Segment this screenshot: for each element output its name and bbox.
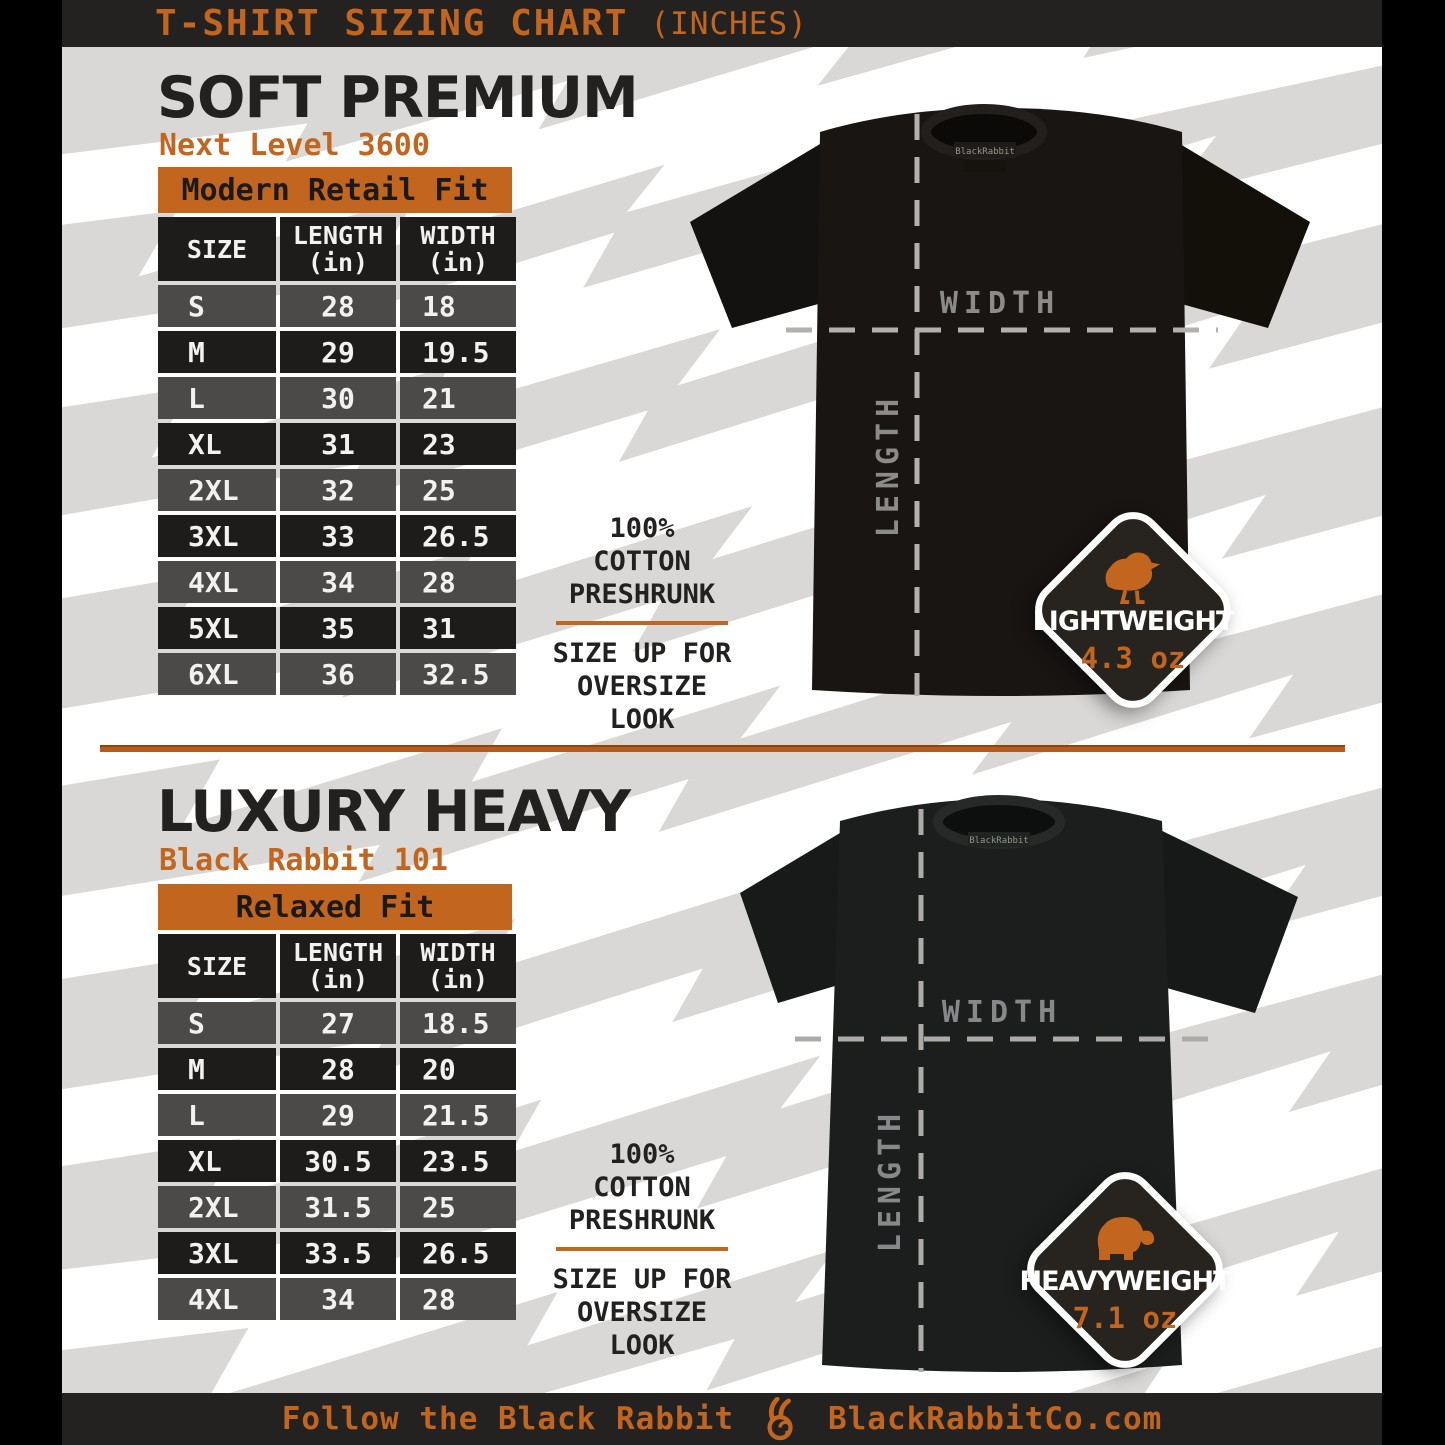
col-width-units: (in) xyxy=(427,248,489,277)
length-cell: 31.5 xyxy=(280,1186,396,1228)
col-width-label: WIDTH xyxy=(420,221,496,250)
notes-divider xyxy=(556,621,728,625)
size-cell: S xyxy=(158,285,276,327)
width-cell: 21.5 xyxy=(400,1094,516,1136)
length-cell: 30.5 xyxy=(280,1140,396,1182)
neck-label-brand: BlackRabbit xyxy=(969,836,1029,846)
table-header-row xyxy=(158,217,512,281)
length-cell: 30 xyxy=(280,377,396,419)
length-cell: 32 xyxy=(280,469,396,511)
width-cell: 28 xyxy=(400,1278,516,1320)
table-row xyxy=(158,607,512,649)
col-length-label: LENGTH xyxy=(292,221,384,250)
table-row xyxy=(158,1094,512,1136)
size-cell: M xyxy=(158,1048,276,1090)
size-cell: 4XL xyxy=(158,1278,276,1320)
col-header-width xyxy=(400,217,516,281)
size-cell: 6XL xyxy=(158,653,276,695)
tip-note-line: OVERSIZE xyxy=(576,671,708,702)
badge-label: LIGHTWEIGHT xyxy=(1032,605,1234,637)
table-row xyxy=(158,423,512,465)
length-cell: 28 xyxy=(280,285,396,327)
size-cell: 3XL xyxy=(158,1232,276,1274)
elephant-icon xyxy=(1093,1206,1157,1264)
size-cell: M xyxy=(158,331,276,373)
table-row xyxy=(158,331,512,373)
table-row xyxy=(158,1002,512,1044)
heavyweight-badge-content xyxy=(1019,1199,1231,1341)
length-cell: 31 xyxy=(280,423,396,465)
section2-subheading: Black Rabbit 101 xyxy=(159,843,448,878)
width-cell: 21 xyxy=(400,377,516,419)
col-header-size xyxy=(158,217,276,281)
width-cell: 20 xyxy=(400,1048,516,1090)
size-cell: 2XL xyxy=(158,469,276,511)
badge-label: HEAVYWEIGHT xyxy=(1019,1265,1231,1297)
table-row xyxy=(158,285,512,327)
width-cell: 18 xyxy=(400,285,516,327)
length-cell: 33 xyxy=(280,515,396,557)
width-cell: 25 xyxy=(400,469,516,511)
width-cell: 26.5 xyxy=(400,1232,516,1274)
lightweight-badge-content xyxy=(1032,539,1234,681)
section1-fit-banner: Modern Retail Fit xyxy=(158,167,512,213)
section2-notes xyxy=(532,1138,752,1362)
section1-subheading: Next Level 3600 xyxy=(159,128,430,163)
badge-weight: 7.1 oz xyxy=(1072,1300,1178,1335)
footer-tagline: Follow the Black Rabbit xyxy=(281,1401,734,1437)
col-size-label: SIZE xyxy=(186,234,248,264)
badge-weight: 4.3 oz xyxy=(1080,640,1186,675)
col-header-length xyxy=(280,217,396,281)
shirt-left-sleeve xyxy=(690,138,840,328)
length-cell: 34 xyxy=(280,1278,396,1320)
material-note-line: 100% xyxy=(609,1139,675,1170)
width-cell: 23.5 xyxy=(400,1140,516,1182)
tip-note-line: LOOK xyxy=(609,1330,675,1361)
col-width-label: WIDTH xyxy=(420,938,496,967)
section1-heading: SOFT PREMIUM xyxy=(157,65,638,131)
width-measure-label: WIDTH xyxy=(939,286,1061,321)
section1-notes xyxy=(532,512,752,736)
size-cell: XL xyxy=(158,1140,276,1182)
material-note-line: PRESHRUNK xyxy=(568,1205,716,1236)
width-measure-label: WIDTH xyxy=(941,995,1063,1030)
material-note-line: COTTON xyxy=(593,1172,691,1203)
material-note-line: PRESHRUNK xyxy=(568,579,716,610)
length-cell: 35 xyxy=(280,607,396,649)
col-size-label: SIZE xyxy=(186,951,248,981)
table-row xyxy=(158,1048,512,1090)
material-note-line: 100% xyxy=(609,513,675,544)
size-cell: 5XL xyxy=(158,607,276,649)
length-cell: 34 xyxy=(280,561,396,603)
neck-label-brand: BlackRabbit xyxy=(955,147,1015,157)
length-cell: 27 xyxy=(280,1002,396,1044)
width-cell: 18.5 xyxy=(400,1002,516,1044)
size-cell: XL xyxy=(158,423,276,465)
page-title: T-SHIRT SIZING CHART xyxy=(155,3,629,44)
length-cell: 29 xyxy=(280,1094,396,1136)
notes-divider xyxy=(556,1247,728,1251)
table-row xyxy=(158,1278,512,1320)
material-note-line: COTTON xyxy=(593,546,691,577)
col-length-units: (in) xyxy=(307,965,369,994)
header-bar xyxy=(62,0,1382,47)
footer-website: BlackRabbitCo.com xyxy=(827,1401,1163,1437)
width-cell: 26.5 xyxy=(400,515,516,557)
length-cell: 36 xyxy=(280,653,396,695)
col-length-units: (in) xyxy=(307,248,369,277)
width-cell: 25 xyxy=(400,1186,516,1228)
size-cell: L xyxy=(158,1094,276,1136)
length-cell: 33.5 xyxy=(280,1232,396,1274)
table-header-row xyxy=(158,934,512,998)
col-header-size xyxy=(158,934,276,998)
tip-note-line: SIZE UP FOR xyxy=(552,638,732,669)
width-cell: 28 xyxy=(400,561,516,603)
table-row xyxy=(158,377,512,419)
col-header-length xyxy=(280,934,396,998)
col-header-width xyxy=(400,934,516,998)
table-row xyxy=(158,1140,512,1182)
section1-size-table xyxy=(158,217,512,695)
width-cell: 32.5 xyxy=(400,653,516,695)
size-cell: L xyxy=(158,377,276,419)
col-width-units: (in) xyxy=(427,965,489,994)
section2-heading: LUXURY HEAVY xyxy=(157,779,630,845)
size-cell: 4XL xyxy=(158,561,276,603)
length-cell: 29 xyxy=(280,331,396,373)
table-row xyxy=(158,653,512,695)
content-panel xyxy=(62,0,1382,1445)
size-cell: 2XL xyxy=(158,1186,276,1228)
length-measure-label: LENGTH xyxy=(873,1107,908,1253)
table-row xyxy=(158,1232,512,1274)
width-cell: 23 xyxy=(400,423,516,465)
col-length-label: LENGTH xyxy=(292,938,384,967)
length-measure-label: LENGTH xyxy=(871,392,906,538)
length-cell: 28 xyxy=(280,1048,396,1090)
table-row xyxy=(158,1186,512,1228)
width-cell: 31 xyxy=(400,607,516,649)
width-cell: 19.5 xyxy=(400,331,516,373)
section-divider xyxy=(100,745,1345,752)
tip-note-line: LOOK xyxy=(609,704,675,735)
section2-fit-banner: Relaxed Fit xyxy=(158,884,512,930)
tip-note-line: SIZE UP FOR xyxy=(552,1264,732,1295)
neck-care-tag xyxy=(964,160,1006,172)
size-cell: 3XL xyxy=(158,515,276,557)
tip-note-line: OVERSIZE xyxy=(576,1297,708,1328)
table-row xyxy=(158,515,512,557)
bird-icon xyxy=(1102,546,1164,604)
page-title-units: (INCHES) xyxy=(650,5,808,42)
table-row xyxy=(158,469,512,511)
size-cell: S xyxy=(158,1002,276,1044)
footer-bar xyxy=(62,1393,1382,1445)
table-row xyxy=(158,561,512,603)
section2-size-table xyxy=(158,934,512,1320)
rabbit-icon xyxy=(762,1397,800,1441)
